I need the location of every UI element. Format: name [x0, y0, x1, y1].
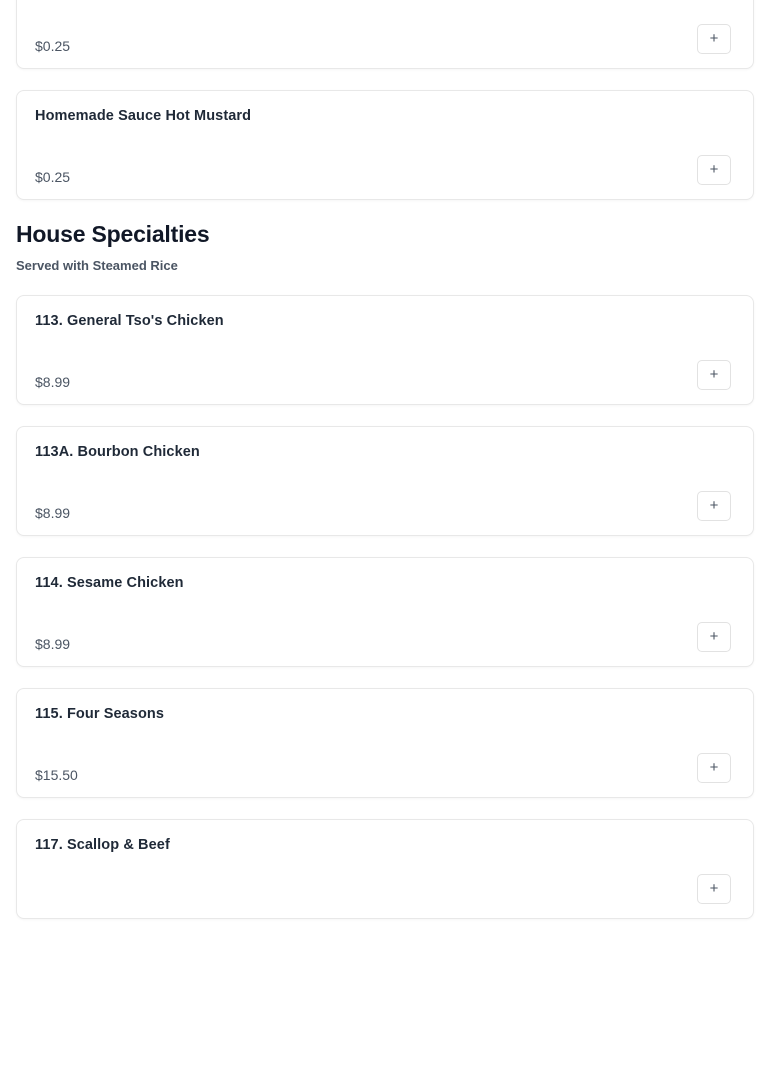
section-title: House Specialties [16, 220, 210, 247]
section-header [16, 221, 754, 274]
menu-item-name: 117. Scallop & Beef [35, 836, 170, 853]
add-item-button[interactable]: + [697, 753, 731, 783]
menu-item-price: $8.99 [35, 635, 71, 652]
clipped-region [16, 0, 754, 919]
add-item-button[interactable]: + [697, 360, 731, 390]
add-item-button[interactable]: + [697, 155, 731, 185]
menu-item-price: $8.99 [35, 504, 71, 521]
menu-item-price: $0.25 [35, 37, 71, 54]
menu-item-card[interactable] [16, 426, 754, 536]
menu-item-card[interactable] [16, 688, 754, 798]
add-item-button[interactable]: + [697, 24, 731, 54]
menu-item-price: $0.25 [35, 168, 71, 185]
section-subtitle: Served with Steamed Rice [16, 258, 178, 274]
menu-item-name: 113A. Bourbon Chicken [35, 444, 200, 461]
add-item-button[interactable]: + [697, 622, 731, 652]
menu-item-name: 115. Four Seasons [35, 705, 165, 722]
menu-item-card[interactable] [16, 819, 754, 919]
menu-item-name: Homemade Sauce Hot Mustard [35, 107, 252, 124]
menu-item-price: $8.99 [35, 374, 71, 391]
menu-item-price: $15.50 [35, 766, 78, 783]
menu-item-card[interactable] [16, 295, 754, 405]
menu-item-card[interactable] [16, 0, 754, 69]
add-item-button[interactable]: + [697, 874, 731, 904]
menu-item-card[interactable] [16, 557, 754, 667]
menu-item-name: 113. General Tso's Chicken [35, 313, 224, 330]
add-item-button[interactable]: + [697, 491, 731, 521]
menu-item-name: 114. Sesame Chicken [35, 574, 184, 591]
menu-item-card[interactable] [16, 90, 754, 200]
